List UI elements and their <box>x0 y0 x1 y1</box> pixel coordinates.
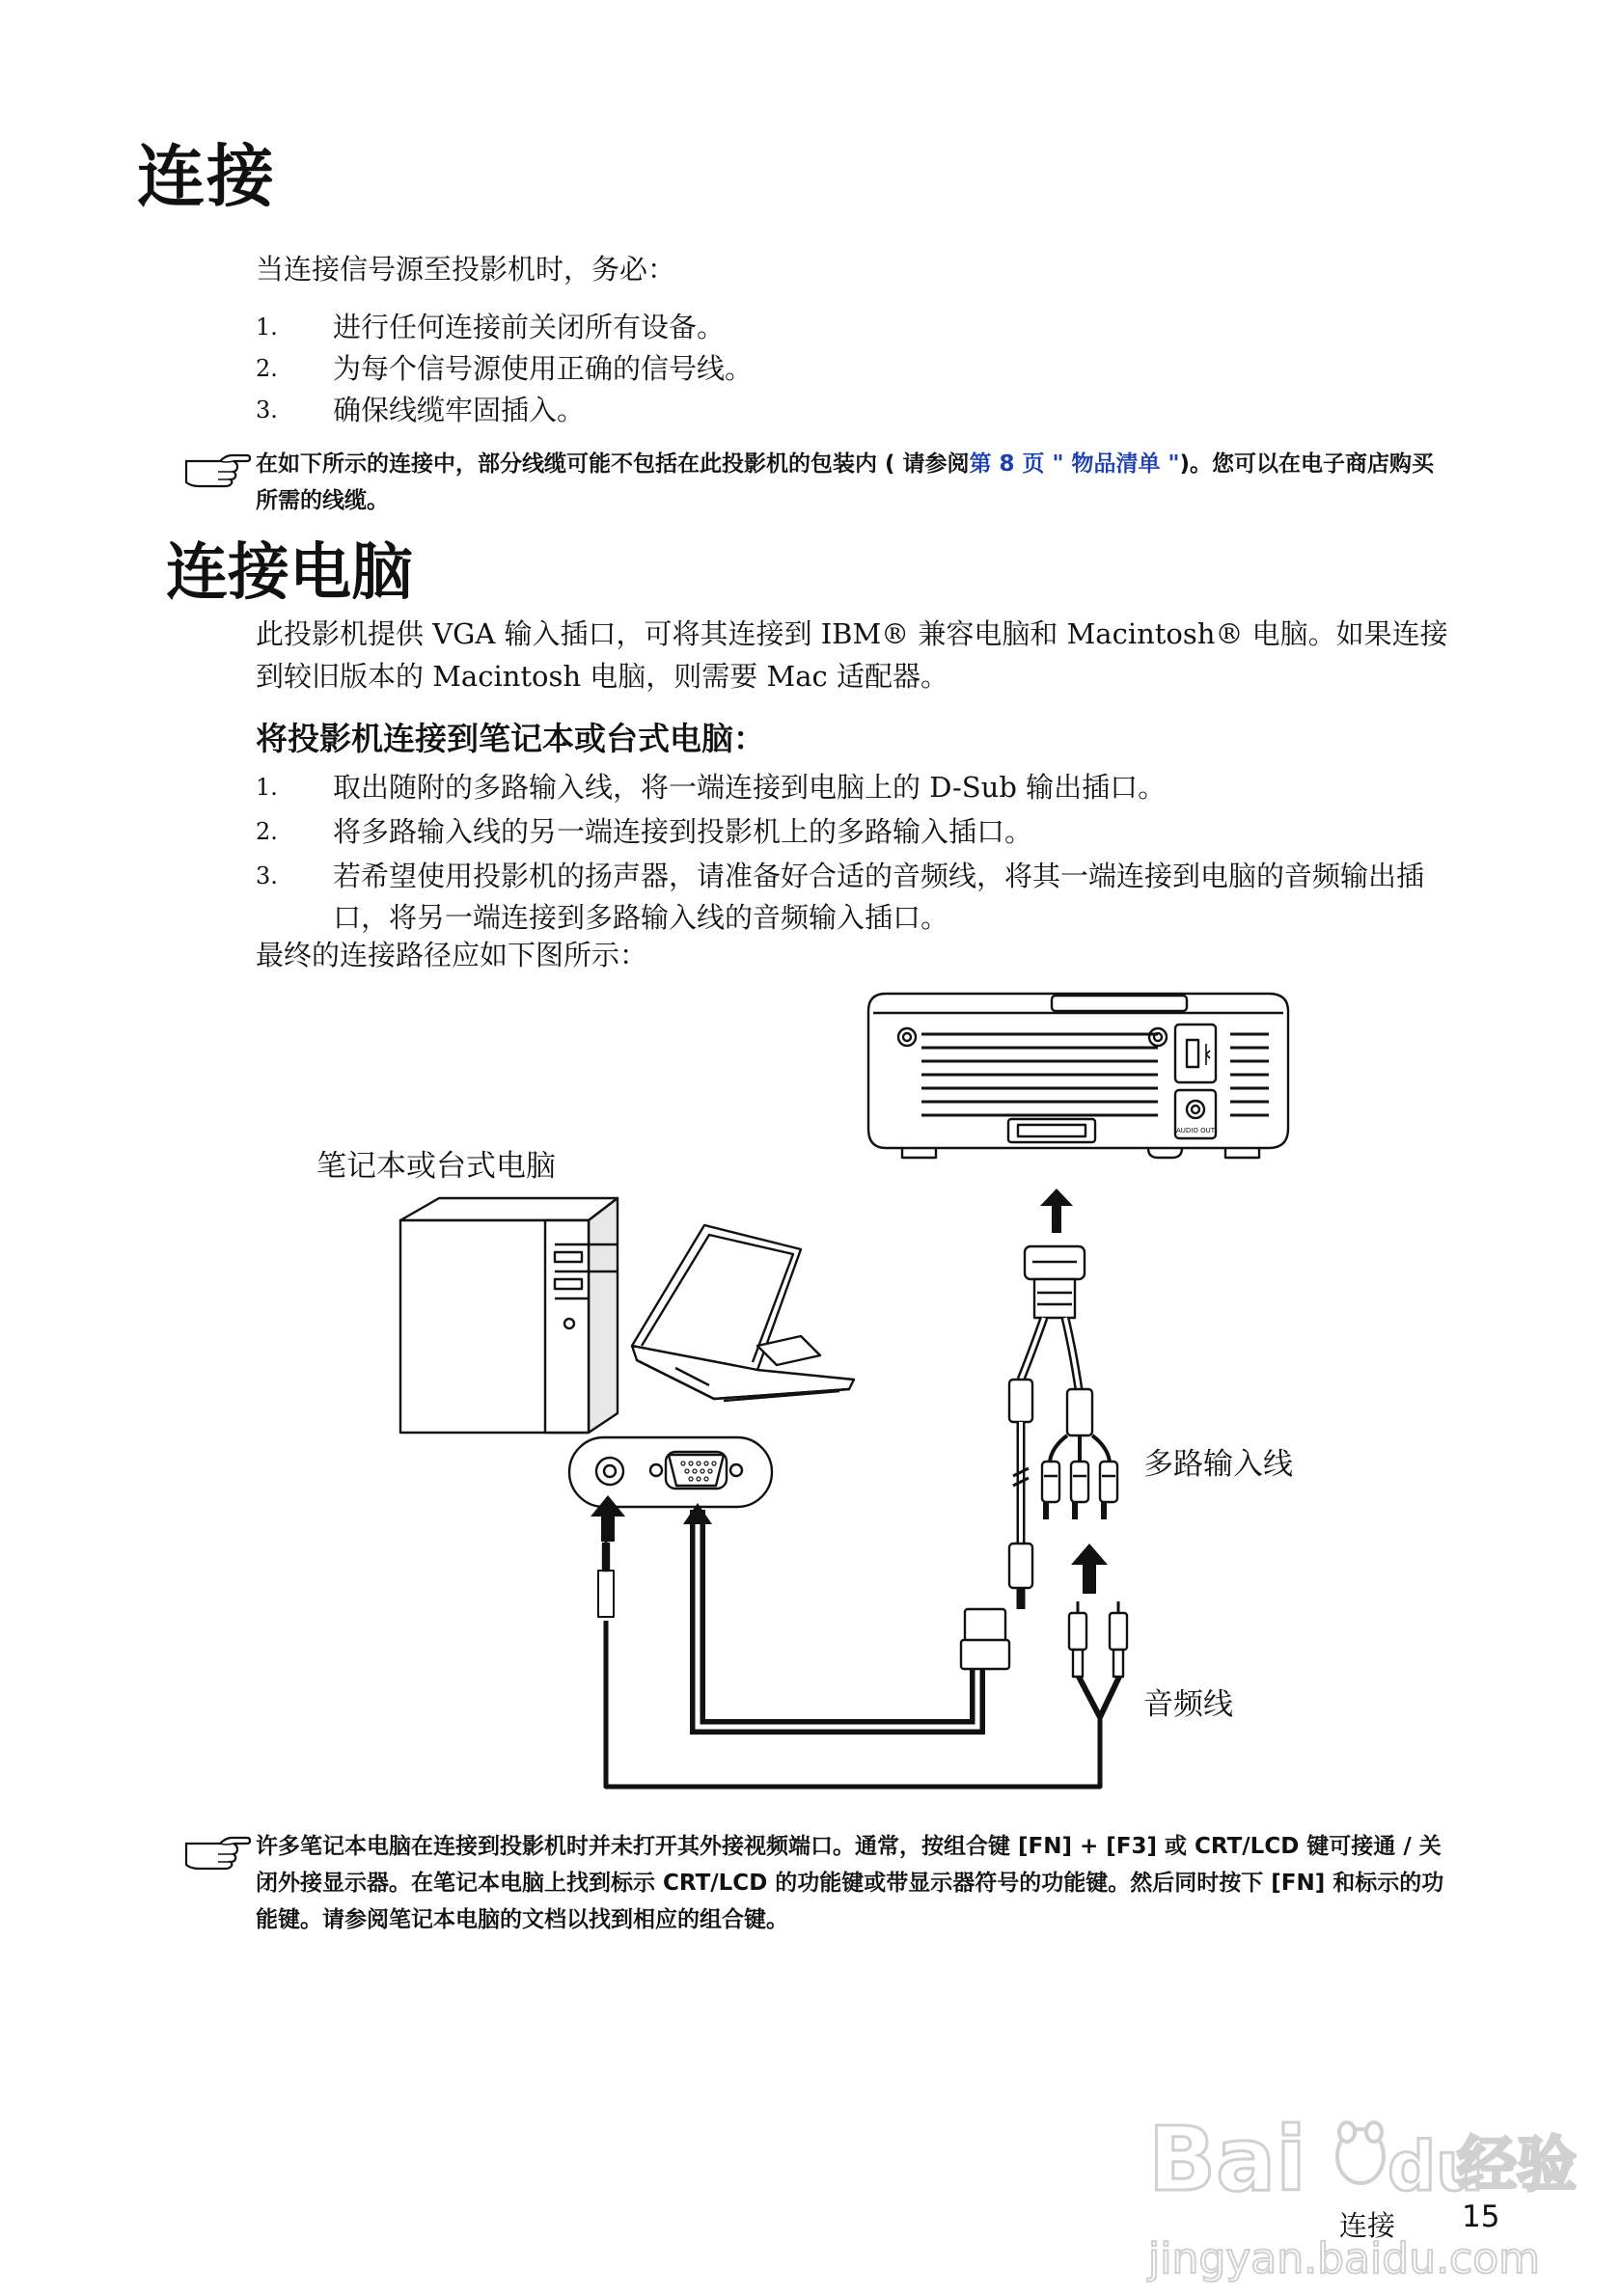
page-title: 连接 <box>137 137 276 216</box>
connection-diagram <box>0 965 1621 1814</box>
desktop-tower-illustration <box>400 1198 618 1433</box>
svg-text:du: du <box>1387 2127 1484 2206</box>
intro-text: 当连接信号源至投影机时，务必： <box>256 253 676 286</box>
label-pc: 笔记本或台式电脑 <box>316 1149 556 1184</box>
vga-cable <box>698 1510 977 1727</box>
label-multi-cable: 多路输入线 <box>1143 1447 1293 1482</box>
list-item: 1. 取出随附的多路输入线，将一端连接到电脑上的 D-Sub 输出插口。 <box>256 771 1167 804</box>
pointing-hand-icon <box>183 450 251 488</box>
subheading: 将投影机连接到笔记本或台式电脑： <box>256 720 765 757</box>
svg-text:经验: 经验 <box>1457 2129 1578 2200</box>
svg-text:jingyan.baidu.com: jingyan.baidu.com <box>1148 2234 1541 2283</box>
list-item: 2. 将多路输入线的另一端连接到投影机上的多路输入插口。 <box>256 815 1033 848</box>
note-laptop-video: 许多笔记本电脑在连接到投影机时并未打开其外接视频端口。通常，按组合键 [FN] + [F3] 或 CRT/LCD 键可接通 / 关闭外接显示器。在笔记本电脑上找到标示 CRT/LCD 的功能键或带显示器符号的功能键。然后同时按下 [FN] 和标示的功能键。请参阅笔记本电脑的文档以找到相应的组合键。 <box>256 1834 1444 1932</box>
laptop-illustration <box>632 1225 854 1401</box>
arrow-up-icon <box>1071 1544 1108 1594</box>
section-title: 连接电脑 <box>166 537 413 609</box>
list-item: 1. 进行任何连接前关闭所有设备。 <box>256 311 726 343</box>
pc-port-panel <box>569 1437 772 1507</box>
list-item: 3. 确保线缆牢固插入。 <box>256 394 586 426</box>
arrow-up-icon <box>1040 1189 1073 1233</box>
pc-steps-list <box>256 767 1471 942</box>
list-item: 3. 若希望使用投影机的扬声器，请准备好合适的音频线，将其一端连接到电脑的音频输出插口，将另一端连接到多路输入线的音频输入插口。 <box>256 860 1425 934</box>
projector-illustration <box>868 994 1288 1158</box>
list-item: 2. 为每个信号源使用正确的信号线。 <box>256 352 754 385</box>
link-packing-list[interactable]: 第 8 页 " 物品清单 " <box>969 451 1180 477</box>
audio-cable <box>606 1621 1100 1787</box>
pc-paragraph: 此投影机提供 VGA 输入插口，可将其连接到 IBM® 兼容电脑和 Macintosh® 电脑。如果连接到较旧版本的 Macintosh 电脑，则需要 Mac 适配器。 <box>256 617 1448 693</box>
footer-section-title: 连接 <box>1339 2209 1396 2242</box>
svg-text:Bai: Bai <box>1148 2108 1306 2211</box>
label-audio-cable: 音频线 <box>1143 1687 1233 1722</box>
final-path-text: 最终的连接路径应如下图所示： <box>256 939 648 971</box>
page-number: 15 <box>1462 2200 1500 2234</box>
audio-out-label: AUDIO OUT <box>1175 1127 1216 1134</box>
pointing-hand-icon <box>183 1832 251 1871</box>
prep-steps-list <box>256 307 1462 431</box>
multi-input-cable <box>961 1246 1117 1669</box>
baidu-watermark-logo <box>1148 2084 1578 2286</box>
note-cables: 在如下所示的连接中，部分线缆可能不包括在此投影机的包装内 ( 请参阅第 8 页 " 物品清单 ")。您可以在电子商店购买所需的线缆。 <box>256 451 1435 513</box>
